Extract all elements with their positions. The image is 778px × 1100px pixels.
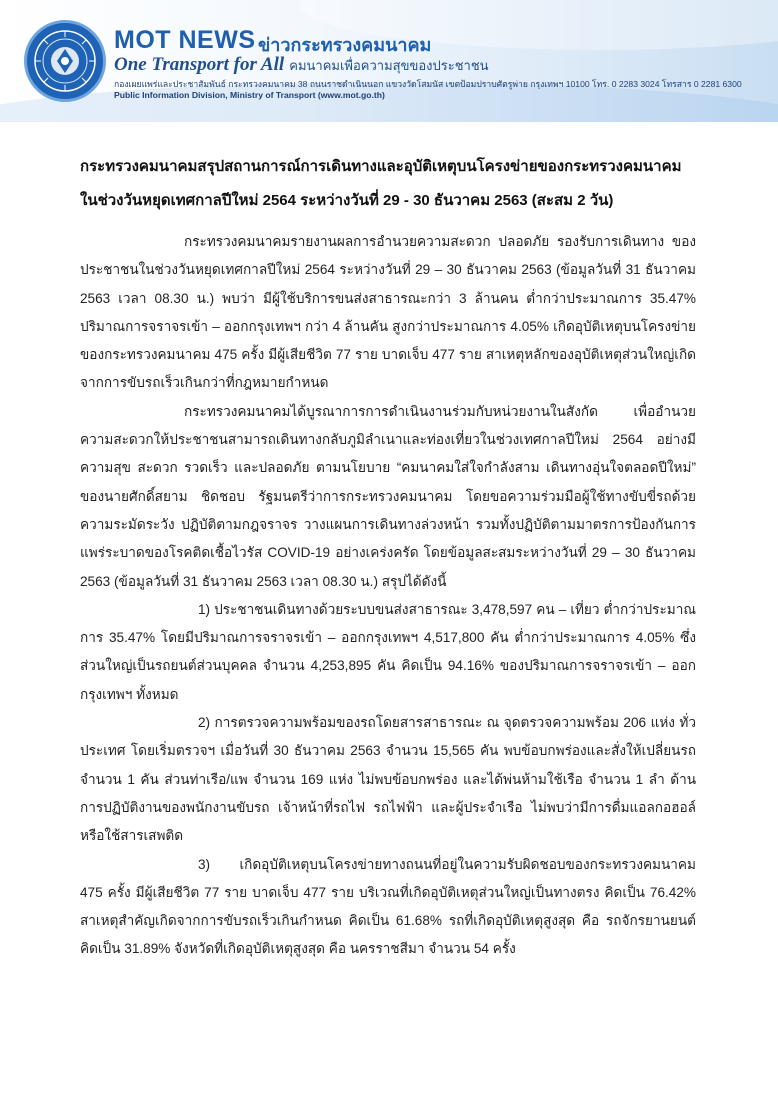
summary-item: 1) ประชาชนเดินทางด้วยระบบขนส่งสาธารณะ 3,478,597 คน – เที่ยว ต่ำกว่าประมาณการ 35.47% โดยมีปริมาณการจราจรเข้า – ออกกรุงเทพฯ 4,517,800 คัน ต่ำกว่าประมาณการ 4.05% ซึ่งส่วนใหญ่เป็นรถยนต์ส่วนบุคคล จำนวน 4,253,895 คัน คิดเป็น 94.16% ของปริมาณการจราจรเข้า – ออกกรุงเทพฯ ทั้งหมด — [80, 601, 696, 702]
department-line: Public Information Division, Ministry of Transport (www.mot.go.th) — [114, 90, 385, 100]
summary-item: 2) การตรวจความพร้อมของรถโดยสารสาธารณะ ณ จุดตรวจความพร้อม 206 แห่ง ทั่วประเทศ โดยเริ่มตรวจฯ เมื่อวันที่ 30 ธันวาคม 2563 จำนวน 15,565 คัน พบข้อบกพร่องและสั่งให้เปลี่ยนรถ จำนวน 1 คัน ส่วนท่าเรือ/แพ จำนวน 169 แห่ง ไม่พบข้อบกพร่อง และได้พ่นห้ามใช้เรือ จำนวน 1 ลำ ด้านการปฏิบัติงานของพนักงานขับรถ เจ้าหน้าที่รถไฟ รถไฟฟ้า และผู้ประจำเรือ ไม่พบว่ามีการดื่มแอลกอฮอล์ หรือใช้สารเสพติด — [80, 715, 696, 844]
headline-line: ในช่วงวันหยุดเทศกาลปีใหม่ 2564 ระหว่างวันที่ 29 - 30 ธันวาคม 2563 (สะสม 2 วัน) — [80, 192, 614, 209]
tagline-english: One Transport for All — [114, 54, 285, 75]
headline-line: กระทรวงคมนาคมสรุปสถานการณ์การเดินทางและอุบัติเหตุบนโครงข่ายของกระทรวงคมนาคม — [80, 158, 682, 175]
brand-title-thai: ข่าวกระทรวงคมนาคม — [258, 35, 432, 55]
body-paragraph: กระทรวงคมนาคมได้บูรณาการการดำเนินงานร่วมกับหน่วยงานในสังกัด เพื่ออำนวยความสะดวกให้ประชาชนสามารถเดินทางกลับภูมิลำเนาและท่องเที่ยวในช่วงเทศกาลปีใหม่ 2564 อย่างมีความสุข สะดวก รวดเร็ว และปลอดภัย ตามนโยบาย “คมนาคมใส่ใจกำลังสาม เดินทางอุ่นใจตลอดปีใหม่” ของนายศักดิ์สยาม ชิดชอบ รัฐมนตรีว่าการกระทรวงคมนาคม โดยขอความร่วมมือผู้ใช้ทางขับขี่รถด้วยความระมัดระวัง ปฏิบัติตามกฎจราจร วางแผนการเดินทางล่วงหน้า รวมทั้งปฏิบัติตามมาตรการป้องกันการแพร่ระบาดของโรคติดเชื้อไวรัส COVID-19 อย่างเคร่งครัด โดยข้อมูลสะสมระหว่างวันที่ 29 – 30 ธันวาคม 2563 (ข้อมูลวันที่ 31 ธันวาคม 2563 เวลา 08.30 น.) สรุปได้ดังนี้ — [80, 403, 696, 589]
mot-emblem-icon — [24, 20, 106, 102]
brand-title: MOT NEWS — [114, 26, 256, 54]
body-paragraph: กระทรวงคมนาคมรายงานผลการอำนวยความสะดวก ปลอดภัย รองรับการเดินทาง ของประชาชนในช่วงวันหยุดเทศกาลปีใหม่ 2564 ระหว่างวันที่ 29 – 30 ธันวาคม 2563 (ข้อมูลวันที่ 31 ธันวาคม 2563 เวลา 08.30 น.) พบว่า มีผู้ใช้บริการขนส่งสาธารณะกว่า 3 ล้านคน ต่ำกว่าประมาณการ 35.47% ปริมาณการจราจรเข้า – ออกกรุงเทพฯ กว่า 4 ล้านคัน สูงกว่าประมาณการ 4.05% เกิดอุบัติเหตุบนโครงข่ายของกระทรวงคมนาคม 475 ครั้ง มีผู้เสียชีวิต 77 ราย บาดเจ็บ 477 ราย สาเหตุหลักของอุบัติเหตุส่วนใหญ่เกิดจากการขับรถเร็วเกินกว่าที่กฎหมายกำหนด — [80, 234, 696, 391]
article-body — [80, 228, 696, 964]
tagline — [114, 54, 489, 76]
summary-item: 3) เกิดอุบัติเหตุบนโครงข่ายทางถนนที่อยู่ในความรับผิดชอบของกระทรวงคมนาคม 475 ครั้ง มีผู้เสียชีวิต 77 ราย บาดเจ็บ 477 ราย บริเวณที่เกิดอุบัติเหตุส่วนใหญ่เป็นทางตรง คิดเป็น 76.42% สาเหตุสำคัญเกิดจากการขับรถเร็วเกินกำหนด คิดเป็น 61.68% รถที่เกิดอุบัติเหตุสูงสุด คือ รถจักรยานยนต์ คิดเป็น 31.89% จังหวัดที่เกิดอุบัติเหตุสูงสุด คือ นครราชสีมา จำนวน 54 ครั้ง — [80, 856, 696, 957]
news-header-banner — [0, 0, 778, 122]
contact-address: กองเผยแพร่และประชาสัมพันธ์ กระทรวงคมนาคม 38 ถนนราชดำเนินนอก แขวงวัดโสมนัส เขตป้อมปราบศัตรูพ่าย กรุงเทพฯ 10100 โทร. 0 2283 3024 โทรสาร 0 2281 6300 — [114, 79, 742, 89]
tagline-thai: คมนาคมเพื่อความสุขของประชาชน — [289, 58, 489, 73]
news-headline — [80, 150, 720, 218]
